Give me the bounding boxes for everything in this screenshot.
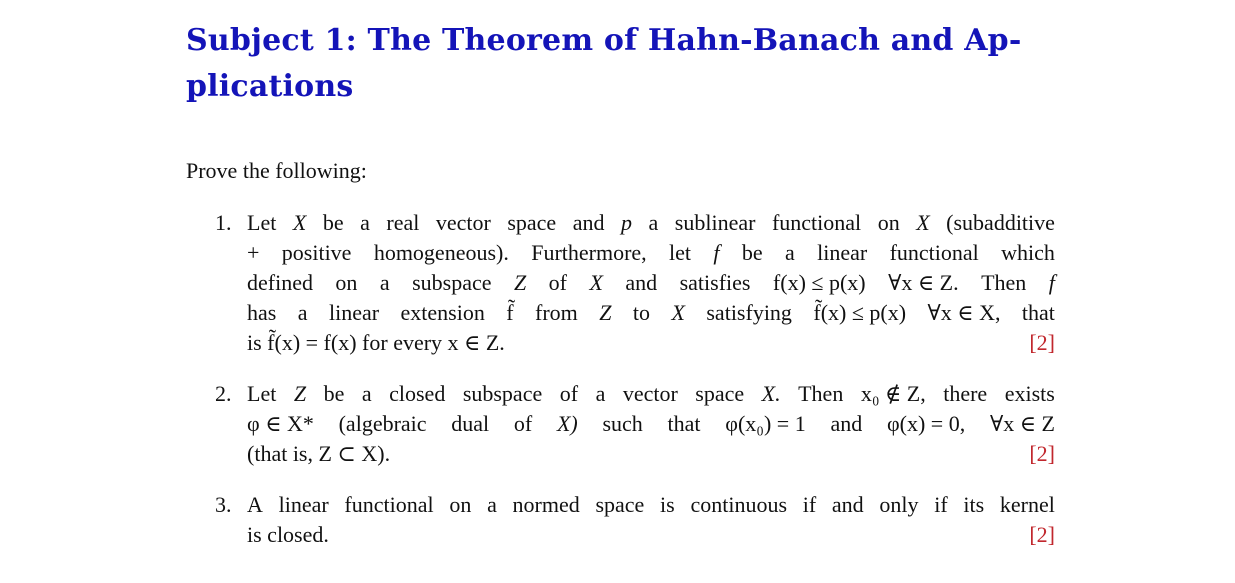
statement-word: X. [761,381,781,406]
statement-word: f̃ [506,300,514,325]
subject-title [186,18,1055,110]
statement-word: let [669,240,692,265]
statement-word: A [247,492,263,517]
statement-last-line [247,520,1055,550]
exercise-statement [247,490,1055,550]
statement-word: φ(x) = 0, [886,411,966,436]
statement-word: functional [344,492,434,517]
statement-word: X [671,300,685,325]
statement-word: has [247,300,277,325]
exercise-item [186,490,1055,550]
statement-word: x₀ ∉ Z, [860,381,926,406]
exercise-item [186,208,1055,358]
statement-word: that [667,411,701,436]
statement-word: (algebraic [338,411,427,436]
statement-word: vector [435,210,491,235]
statement-word: and [572,210,605,235]
statement-word: of [559,381,579,406]
statement-word: of [548,270,567,295]
statement-word: a [297,300,308,325]
statement-line [247,238,1055,268]
statement-word: a [648,210,659,235]
statement-word: ∀x ∈ X, [927,300,1001,325]
title-line-1: Subject 1: The Theorem of Hahn-Banach and Ap- [186,23,1022,58]
statement-word: positive [281,240,352,265]
statement-word: functional [889,240,979,265]
statement-word: which [1001,240,1055,265]
statement-word: if [934,492,948,517]
statement-word: dual [451,411,490,436]
statement-last-text: is closed. [247,522,329,547]
points-reference: [2] [1029,441,1055,466]
statement-word: be [741,240,763,265]
statement-line [247,409,1055,439]
statement-word: X [589,270,603,295]
statement-word: ∀x ∈ Z. [888,270,959,295]
statement-word: continuous [690,492,788,517]
statement-word: on [877,210,900,235]
exercise-statement [247,208,1055,358]
points-reference: [2] [1029,522,1055,547]
statement-word: its [963,492,985,517]
statement-word: and [625,270,658,295]
statement-word: ∀x ∈ Z [989,411,1055,436]
statement-last-text: is f̃(x) = f(x) for every x ∈ Z. [247,330,505,355]
statement-word: extension [400,300,485,325]
exercise-number: 1. [215,210,232,235]
exercise-statement [247,379,1055,469]
statement-line [247,298,1055,328]
statement-word: a [595,381,606,406]
intro-text: Prove the following: [186,158,367,183]
statement-word: (subadditive [946,210,1055,235]
exercise-list [186,208,1055,550]
statement-word: real [386,210,420,235]
statement-word: and [830,411,863,436]
statement-word: a [379,270,390,295]
statement-word: f̃(x) ≤ p(x) [813,300,907,325]
statement-word: a [360,210,370,235]
statement-word: vector [622,381,678,406]
statement-word: closed [389,381,446,406]
statement-line [247,490,1055,520]
statement-word: from [535,300,578,325]
exercise-number: 2. [215,381,232,406]
statement-word: space [507,210,557,235]
statement-word: on [449,492,472,517]
statement-word: only [879,492,919,517]
statement-word: a [487,492,497,517]
statement-word: linear [278,492,329,517]
statement-word: subspace [462,381,543,406]
statement-word: defined [247,270,313,295]
statement-word: Then [981,270,1027,295]
statement-word: there [943,381,988,406]
statement-word: satisfies [679,270,751,295]
statement-word: Z [599,300,612,325]
statement-word: homogeneous). [373,240,509,265]
statement-word: f [1048,270,1055,295]
statement-word: p [621,210,632,235]
statement-word: sublinear [674,210,756,235]
statement-word: and [831,492,864,517]
statement-word: be [323,381,345,406]
statement-word: f(x) ≤ p(x) [772,270,866,295]
statement-word: Then [798,381,844,406]
statement-word: normed [512,492,580,517]
statement-word: Z [293,381,307,406]
statement-word: such [602,411,643,436]
statement-word: space [595,492,645,517]
statement-word: linear [328,300,380,325]
statement-word: Furthermore, [531,240,647,265]
points-reference: [2] [1029,330,1055,355]
statement-word: Z [513,270,527,295]
statement-word: be [322,210,344,235]
statement-word: kernel [999,492,1055,517]
statement-word: space [695,381,745,406]
statement-last-line [247,328,1055,358]
statement-word: that [1021,300,1055,325]
statement-word: X [292,210,307,235]
statement-word: subspace [412,270,492,295]
statement-word: functional [771,210,862,235]
statement-word: on [335,270,358,295]
statement-line [247,379,1055,409]
exercise-item [186,379,1055,469]
statement-word: X) [556,411,578,436]
title-line-2: plications [186,69,354,104]
statement-word: to [632,300,651,325]
statement-word: a [785,240,795,265]
statement-word: φ(x₀) = 1 [725,411,806,436]
statement-word: linear [817,240,868,265]
statement-word: is [660,492,675,517]
statement-word: Let [247,381,277,406]
statement-word: exists [1004,381,1055,406]
statement-line [247,208,1055,238]
statement-word: of [513,411,533,436]
statement-word: φ ∈ X* [247,411,314,436]
statement-word: f [713,240,720,265]
exercise-number: 3. [215,492,232,517]
statement-word: X [916,210,930,235]
statement-word: satisfying [706,300,792,325]
statement-line [247,268,1055,298]
statement-last-text: (that is, Z ⊂ X). [247,441,391,466]
document-page [186,18,1055,547]
statement-word: + [247,240,260,265]
statement-last-line [247,439,1055,469]
statement-word: if [802,492,817,517]
statement-word: a [361,381,372,406]
statement-word: Let [247,210,277,235]
